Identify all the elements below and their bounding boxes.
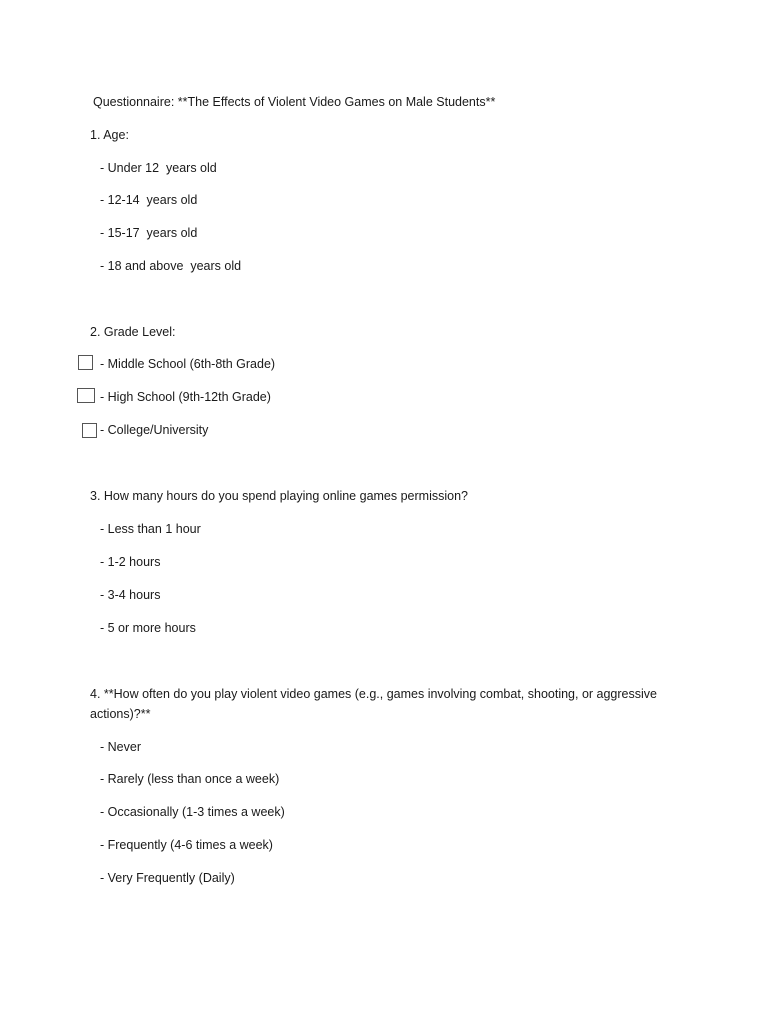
question-3-text: 3. How many hours do you spend playing online games permission?: [90, 489, 468, 503]
question-3-option: - 5 or more hours: [100, 621, 196, 635]
question-4-text-continued: actions)?**: [90, 707, 151, 721]
question-3-option: - 1-2 hours: [100, 555, 161, 569]
question-3-option: - 3-4 hours: [100, 588, 161, 602]
questionnaire-title: Questionnaire: **The Effects of Violent Video Games on Male Students**: [93, 95, 496, 109]
question-2-option: - Middle School (6th-8th Grade): [100, 357, 276, 371]
question-4-option: - Never: [100, 740, 141, 754]
question-4-option: - Very Frequently (Daily): [100, 871, 235, 885]
question-1-option: - 12-14 years old: [100, 193, 198, 207]
question-4-option: - Occasionally (1-3 times a week): [100, 805, 285, 819]
middle-school-checkbox[interactable]: [78, 355, 93, 370]
college-university-checkbox[interactable]: [82, 423, 97, 438]
question-4-option: - Frequently (4-6 times a week): [100, 838, 273, 852]
question-1-option: - 18 and above years old: [100, 259, 242, 273]
question-2-text: 2. Grade Level:: [90, 325, 176, 339]
question-4-text: 4. **How often do you play violent video games (e.g., games involving combat, shooting, or aggressive: [90, 687, 657, 701]
question-1-text: 1. Age:: [90, 128, 129, 142]
question-1-option: - 15-17 years old: [100, 226, 198, 240]
question-2-option: - College/University: [100, 423, 209, 437]
question-1-option: - Under 12 years old: [100, 161, 217, 175]
question-4-option: - Rarely (less than once a week): [100, 772, 280, 786]
high-school-checkbox[interactable]: [77, 388, 95, 403]
question-2-option: - High School (9th-12th Grade): [100, 390, 271, 404]
question-3-option: - Less than 1 hour: [100, 522, 201, 536]
